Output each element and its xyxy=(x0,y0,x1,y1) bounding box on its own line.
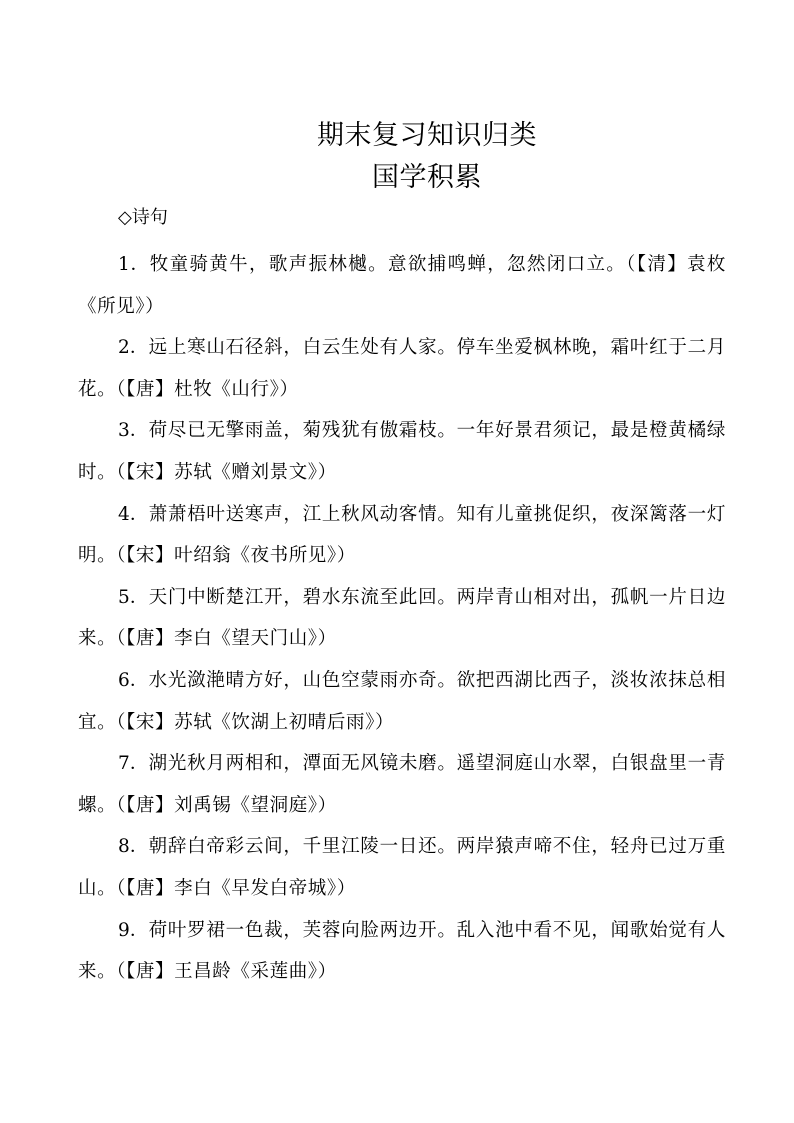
poem-text: 萧萧梧叶送寒声，江上秋风动客情。知有儿童挑促织，夜深篱落一灯明。（【宋】叶绍翁《夜书所见》） xyxy=(78,503,726,567)
poem-item xyxy=(78,826,726,909)
poem-text: 荷叶罗裙一色裁，芙蓉向脸两边开。乱入池中看不见，闻歌始觉有人来。（【唐】王昌龄《采莲曲》） xyxy=(78,919,726,983)
poem-text: 天门中断楚江开，碧水东流至此回。两岸青山相对出，孤帆一片日边来。（【唐】李白《望天门山》） xyxy=(78,586,726,650)
poem-item xyxy=(78,410,726,493)
poem-number: 2． xyxy=(118,337,149,359)
poem-number: 7． xyxy=(118,753,149,775)
page-title: 期末复习知识归类 xyxy=(317,120,537,151)
page-subtitle: 国学积累 xyxy=(372,162,482,193)
poem-item xyxy=(78,494,726,577)
poem-item xyxy=(78,577,726,660)
poem-text: 朝辞白帝彩云间，千里江陵一日还。两岸猿声啼不住，轻舟已过万重山。（【唐】李白《早发白帝城》） xyxy=(78,836,726,899)
poem-number: 8． xyxy=(118,836,149,858)
poem-number: 4． xyxy=(118,503,149,525)
section-heading-poems: ◇诗句 xyxy=(118,207,168,228)
poem-text: 湖光秋月两相和，潭面无风镜未磨。遥望洞庭山水翠，白银盘里一青螺。（【唐】刘禹锡《望洞庭》） xyxy=(78,753,726,816)
poem-text: 水光潋滟晴方好，山色空蒙雨亦奇。欲把西湖比西子，淡妆浓抹总相宜。（【宋】苏轼《饮湖上初晴后雨》） xyxy=(78,669,726,733)
poem-item xyxy=(78,743,726,826)
poem-number: 5． xyxy=(118,586,149,608)
poem-number: 3． xyxy=(118,420,149,442)
poem-text: 牧童骑黄牛，歌声振林樾。意欲捕鸣蝉，忽然闭口立。（【清】袁枚《所见》） xyxy=(78,254,726,317)
poem-text: 远上寒山石径斜，白云生处有人家。停车坐爱枫林晚，霜叶红于二月花。（【唐】杜牧《山行》） xyxy=(78,337,726,400)
poem-number: 1． xyxy=(118,254,150,275)
poem-text: 荷尽已无擎雨盖，菊残犹有傲霜枝。一年好景君须记，最是橙黄橘绿时。（【宋】苏轼《赠刘景文》） xyxy=(78,420,726,483)
poem-number: 9． xyxy=(118,919,149,941)
poem-item xyxy=(78,910,726,993)
poem-item xyxy=(78,244,726,327)
poem-item xyxy=(78,327,726,410)
poem-list xyxy=(78,244,726,993)
poem-number: 6． xyxy=(118,669,149,691)
poem-item xyxy=(78,660,726,743)
